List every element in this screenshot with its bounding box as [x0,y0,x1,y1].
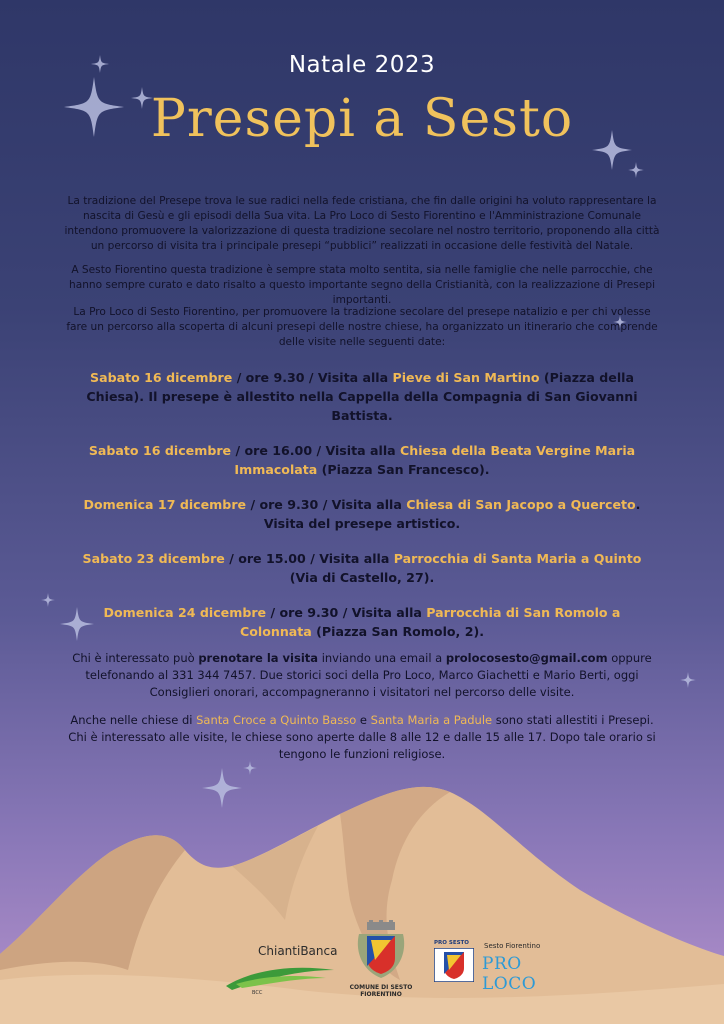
event-details: (Piazza della Chiesa). Il presepe è allestito nella Cappella della Compagnia di San Giovanni Battista. [86,370,638,423]
event-date: Sabato 16 dicembre [88,443,232,458]
event-item [82,368,642,425]
chiantibanca-name: ChiantiBanca [258,944,338,958]
event-item [82,441,642,479]
proloco-city: Sesto Fiorentino [484,942,541,950]
event-time: / ore 16.00 / Visita alla [231,443,401,458]
event-date: Domenica 24 dicembre [103,605,267,620]
intro-paragraph-1: La tradizione del Presepe trova le sue radici nella fede cristiana, che fin dalle origini ha voluto rappresentare la nascita di Gesù e gli episodi della Sua vita. La Pro Loco di Sesto Fiorentino e l'Amministrazione Comunale intendono promuovere la valorizzazione di questa tradizione secolare nel nostro territorio, proponendo alla città un percorso di visita tra i principale presepi “pubblici” realizzati in occasione delle festività del Natale. [64,195,660,252]
event-list [0,368,724,657]
church-name: Santa Maria a Padule [370,713,493,727]
contact-text: oppure telefonando al 331 344 7457. Due storici soci della Pro Loco, Marco Giachetti e Mario Berti, oggi Consiglieri onorari, accompagneranno i visitatori nel percorso delle visite. [85,651,652,699]
extra-paragraph [62,712,662,763]
event-place: Parrocchia di San Romolo a Colonnata [239,605,621,639]
event-item [82,549,642,587]
contact-paragraph [62,650,662,701]
event-details: (Piazza San Romolo, 2). [311,624,485,639]
event-time: / ore 9.30 / Visita alla [266,605,427,620]
proloco-brand: PRO LOCO [482,954,537,994]
event-item [82,603,642,641]
event-place: Pieve di San Martino [392,370,540,385]
comune-label: COMUNE DI SESTO FIORENTINO [349,984,413,998]
event-date: Sabato 23 dicembre [82,551,225,566]
event-time: / ore 9.30 / Visita alla [232,370,393,385]
page-title: Presepi a Sesto [150,89,574,149]
chiantibanca-sub: BCC [252,990,263,996]
kicker-text: Natale 2023 [288,52,436,78]
event-details: (Via di Castello, 27). [289,570,435,585]
email-link[interactable]: prolocosesto@gmail.com [445,651,608,665]
comune-logo [346,920,416,1006]
sparkle-star-icon [680,672,696,688]
intro-paragraph-3: La Pro Loco di Sesto Fiorentino, per promuovere la tradizione secolare del presepe natalizio e per chi volesse fare un percorso alla scoperta di alcuni presepi delle nostre chiese, ha organizzato un itinerario che comprende delle visite nelle seguenti date: [66,306,658,348]
contact-text: inviando una email a [318,651,446,665]
event-place: Parrocchia di Santa Maria a Quinto [393,551,642,566]
extra-text: Anche nelle chiese di [70,713,197,727]
event-time: / ore 9.30 / Visita alla [246,497,407,512]
event-place: Chiesa della Beata Vergine Maria Immacolata [234,443,636,477]
proloco-badge-icon [434,948,474,982]
event-date: Sabato 16 dicembre [90,370,233,385]
green-swoosh-icon [222,956,340,996]
coat-of-arms-icon [353,920,409,982]
event-item [82,495,642,533]
booking-highlight: prenotare la visita [198,651,319,665]
event-details: (Piazza San Francesco). [317,462,490,477]
event-date: Domenica 17 dicembre [83,497,247,512]
event-details: . Visita del presepe artistico. [263,497,641,531]
extra-text: e [356,713,371,727]
contact-text: Chi è interessato può [72,651,199,665]
event-place: Chiesa di San Jacopo a Querceto [406,497,636,512]
sparkle-star-icon [628,162,644,178]
proloco-badge-label: PRO SESTO [434,940,469,946]
church-name: Santa Croce a Quinto Basso [196,713,357,727]
event-time: / ore 15.00 / Visita alla [224,551,394,566]
chiantibanca-logo [222,940,340,1000]
intro-paragraph-2: A Sesto Fiorentino questa tradizione è sempre stata molto sentita, sia nelle famiglie che nelle parrocchie, che hanno sempre curato e dato risalto a questo importante segno della Cristianità, con la realizzazione di Presepi importanti. [68,264,656,306]
proloco-logo [432,940,572,1000]
sponsor-logos [0,918,724,1008]
extra-text: sono stati allestiti i Presepi. Chi è interessato alle visite, le chiese sono aperte dalle 8 alle 12 e dalle 15 alle 17. Dopo tale orario si tengono le funzioni religiose. [68,713,656,761]
